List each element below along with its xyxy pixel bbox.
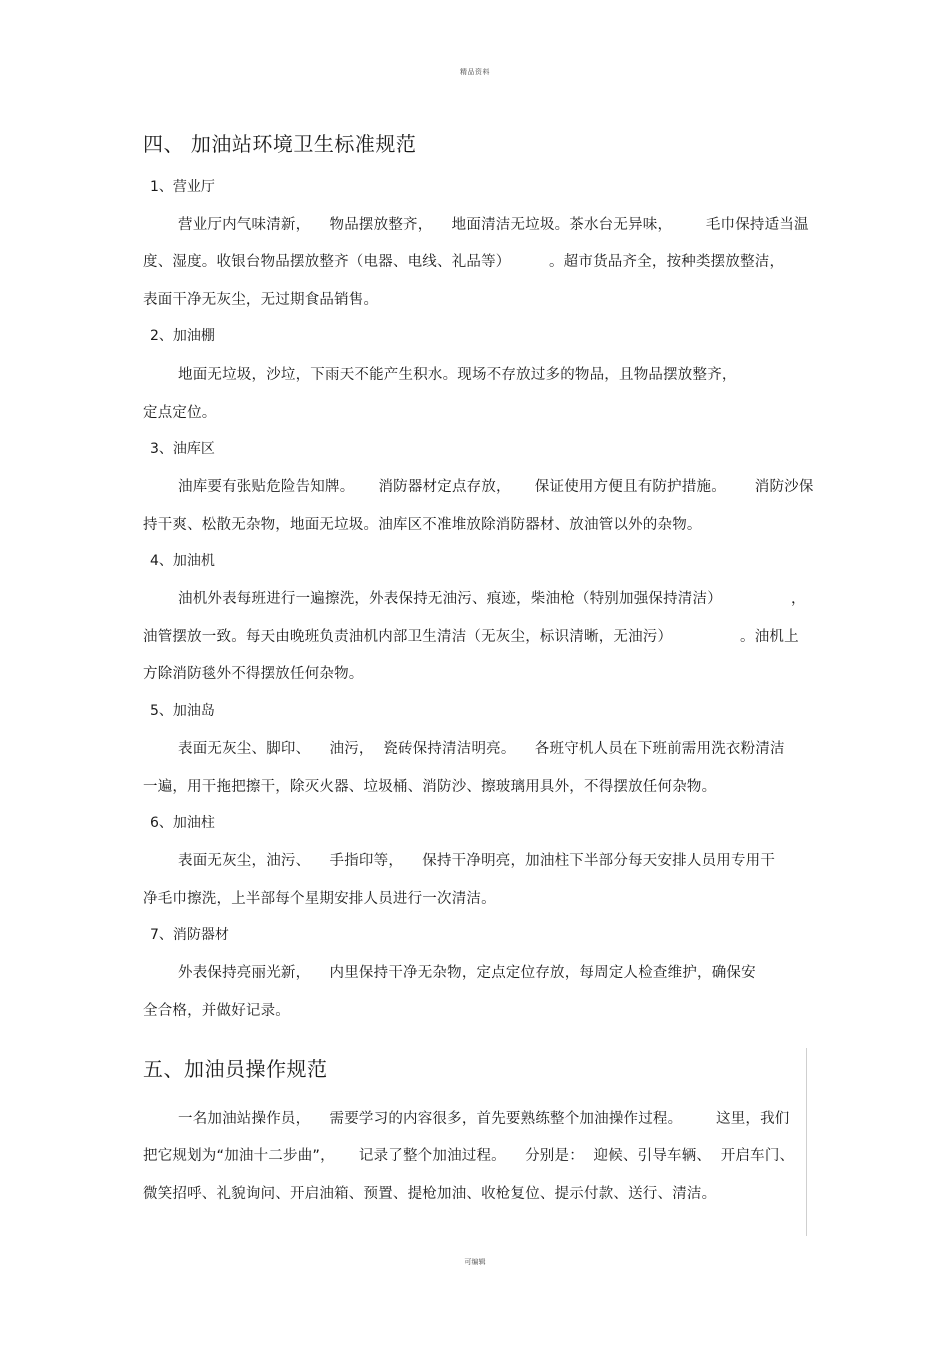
subsection-1-label: 1、营业厅 xyxy=(150,179,215,195)
page-footer: 可编辑 xyxy=(464,1258,486,1266)
subsection-3-line-2: 持干爽、松散无杂物，地面无垃圾。油库区不准堆放除消防器材、放油管以外的杂物。 xyxy=(143,517,702,533)
subsection-4-line-2-tail: 。油机上 xyxy=(740,629,799,645)
subsection-7-label: 7、消防器材 xyxy=(150,927,229,943)
subsection-3-label: 3、油库区 xyxy=(150,441,215,457)
subsection-4-line-2: 油管摆放一致。每天由晚班负责油机内部卫生清洁（无灰尘，标识清晰，无油污） xyxy=(143,629,673,645)
subsection-3-line-1: 油库要有张贴危险告知牌。 消防器材定点存放， 保证使用方便且有防护措施。 消防沙保 xyxy=(178,479,814,495)
subsection-6-line-1: 表面无灰尘，油污、 手指印等， 保持干净明亮，加油柱下半部分每天安排人员用专用干 xyxy=(178,853,776,869)
page-header: 精品资料 xyxy=(460,68,490,76)
subsection-1-line-3: 表面干净无灰尘，无过期食品销售。 xyxy=(143,292,379,308)
subsection-2-line-2: 定点定位。 xyxy=(143,405,217,421)
subsection-6-label: 6、加油柱 xyxy=(150,815,215,831)
subsection-4-label: 4、加油机 xyxy=(150,553,215,569)
subsection-4-line-1-tail: ， xyxy=(791,591,806,607)
subsection-2-line-1: 地面无垃圾，沙垃，下雨天不能产生积水。现场不存放过多的物品，且物品摆放整齐， xyxy=(178,367,737,383)
section-5-line-3: 微笑招呼、礼貌询问、开启油箱、预置、提枪加油、收枪复位、提示付款、送行、清洁。 xyxy=(143,1186,717,1202)
subsection-5-label: 5、加油岛 xyxy=(150,703,215,719)
subsection-1-line-1: 营业厅内气味清新， 物品摆放整齐， 地面清洁无垃圾。茶水台无异味， 毛巾保持适当温 xyxy=(178,217,809,233)
section-5-line-2: 把它规划为“加油十二步曲”， 记录了整个加油过程。 分别是： 迎候、引导车辆、 开启车门、 xyxy=(143,1148,795,1164)
margin-rule xyxy=(806,1048,807,1236)
subsection-6-line-2: 净毛巾擦洗，上半部每个星期安排人员进行一次清洁。 xyxy=(143,891,496,907)
subsection-2-label: 2、加油棚 xyxy=(150,328,215,344)
subsection-5-line-2: 一遍，用干拖把擦干，除灭火器、垃圾桶、消防沙、擦玻璃用具外，不得摆放任何杂物。 xyxy=(143,779,717,795)
section-4-title: 四、 加油站环境卫生标准规范 xyxy=(143,132,417,156)
section-5-line-1: 一名加油站操作员， 需要学习的内容很多，首先要熟练整个加油操作过程。 这里，我们 xyxy=(178,1111,790,1127)
subsection-4-line-3: 方除消防毯外不得摆放任何杂物。 xyxy=(143,666,364,682)
subsection-4-line-1: 油机外表每班进行一遍擦洗，外表保持无油污、痕迹，柴油枪（特别加强保持清洁） xyxy=(178,591,722,607)
subsection-5-line-1: 表面无灰尘、脚印、 油污， 瓷砖保持清洁明亮。 各班守机人员在下班前需用洗衣粉清洁 xyxy=(178,741,785,757)
subsection-1-line-2: 度、湿度。收银台物品摆放整齐（电器、电线、礼品等） 。超市货品齐全，按种类摆放整洁， xyxy=(143,254,785,270)
section-5-title: 五、加油员操作规范 xyxy=(143,1057,328,1081)
subsection-7-line-1: 外表保持亮丽光新， 内里保持干净无杂物，定点定位存放，每周定人检查维护，确保安 xyxy=(178,965,756,981)
subsection-7-line-2: 全合格，并做好记录。 xyxy=(143,1003,290,1019)
